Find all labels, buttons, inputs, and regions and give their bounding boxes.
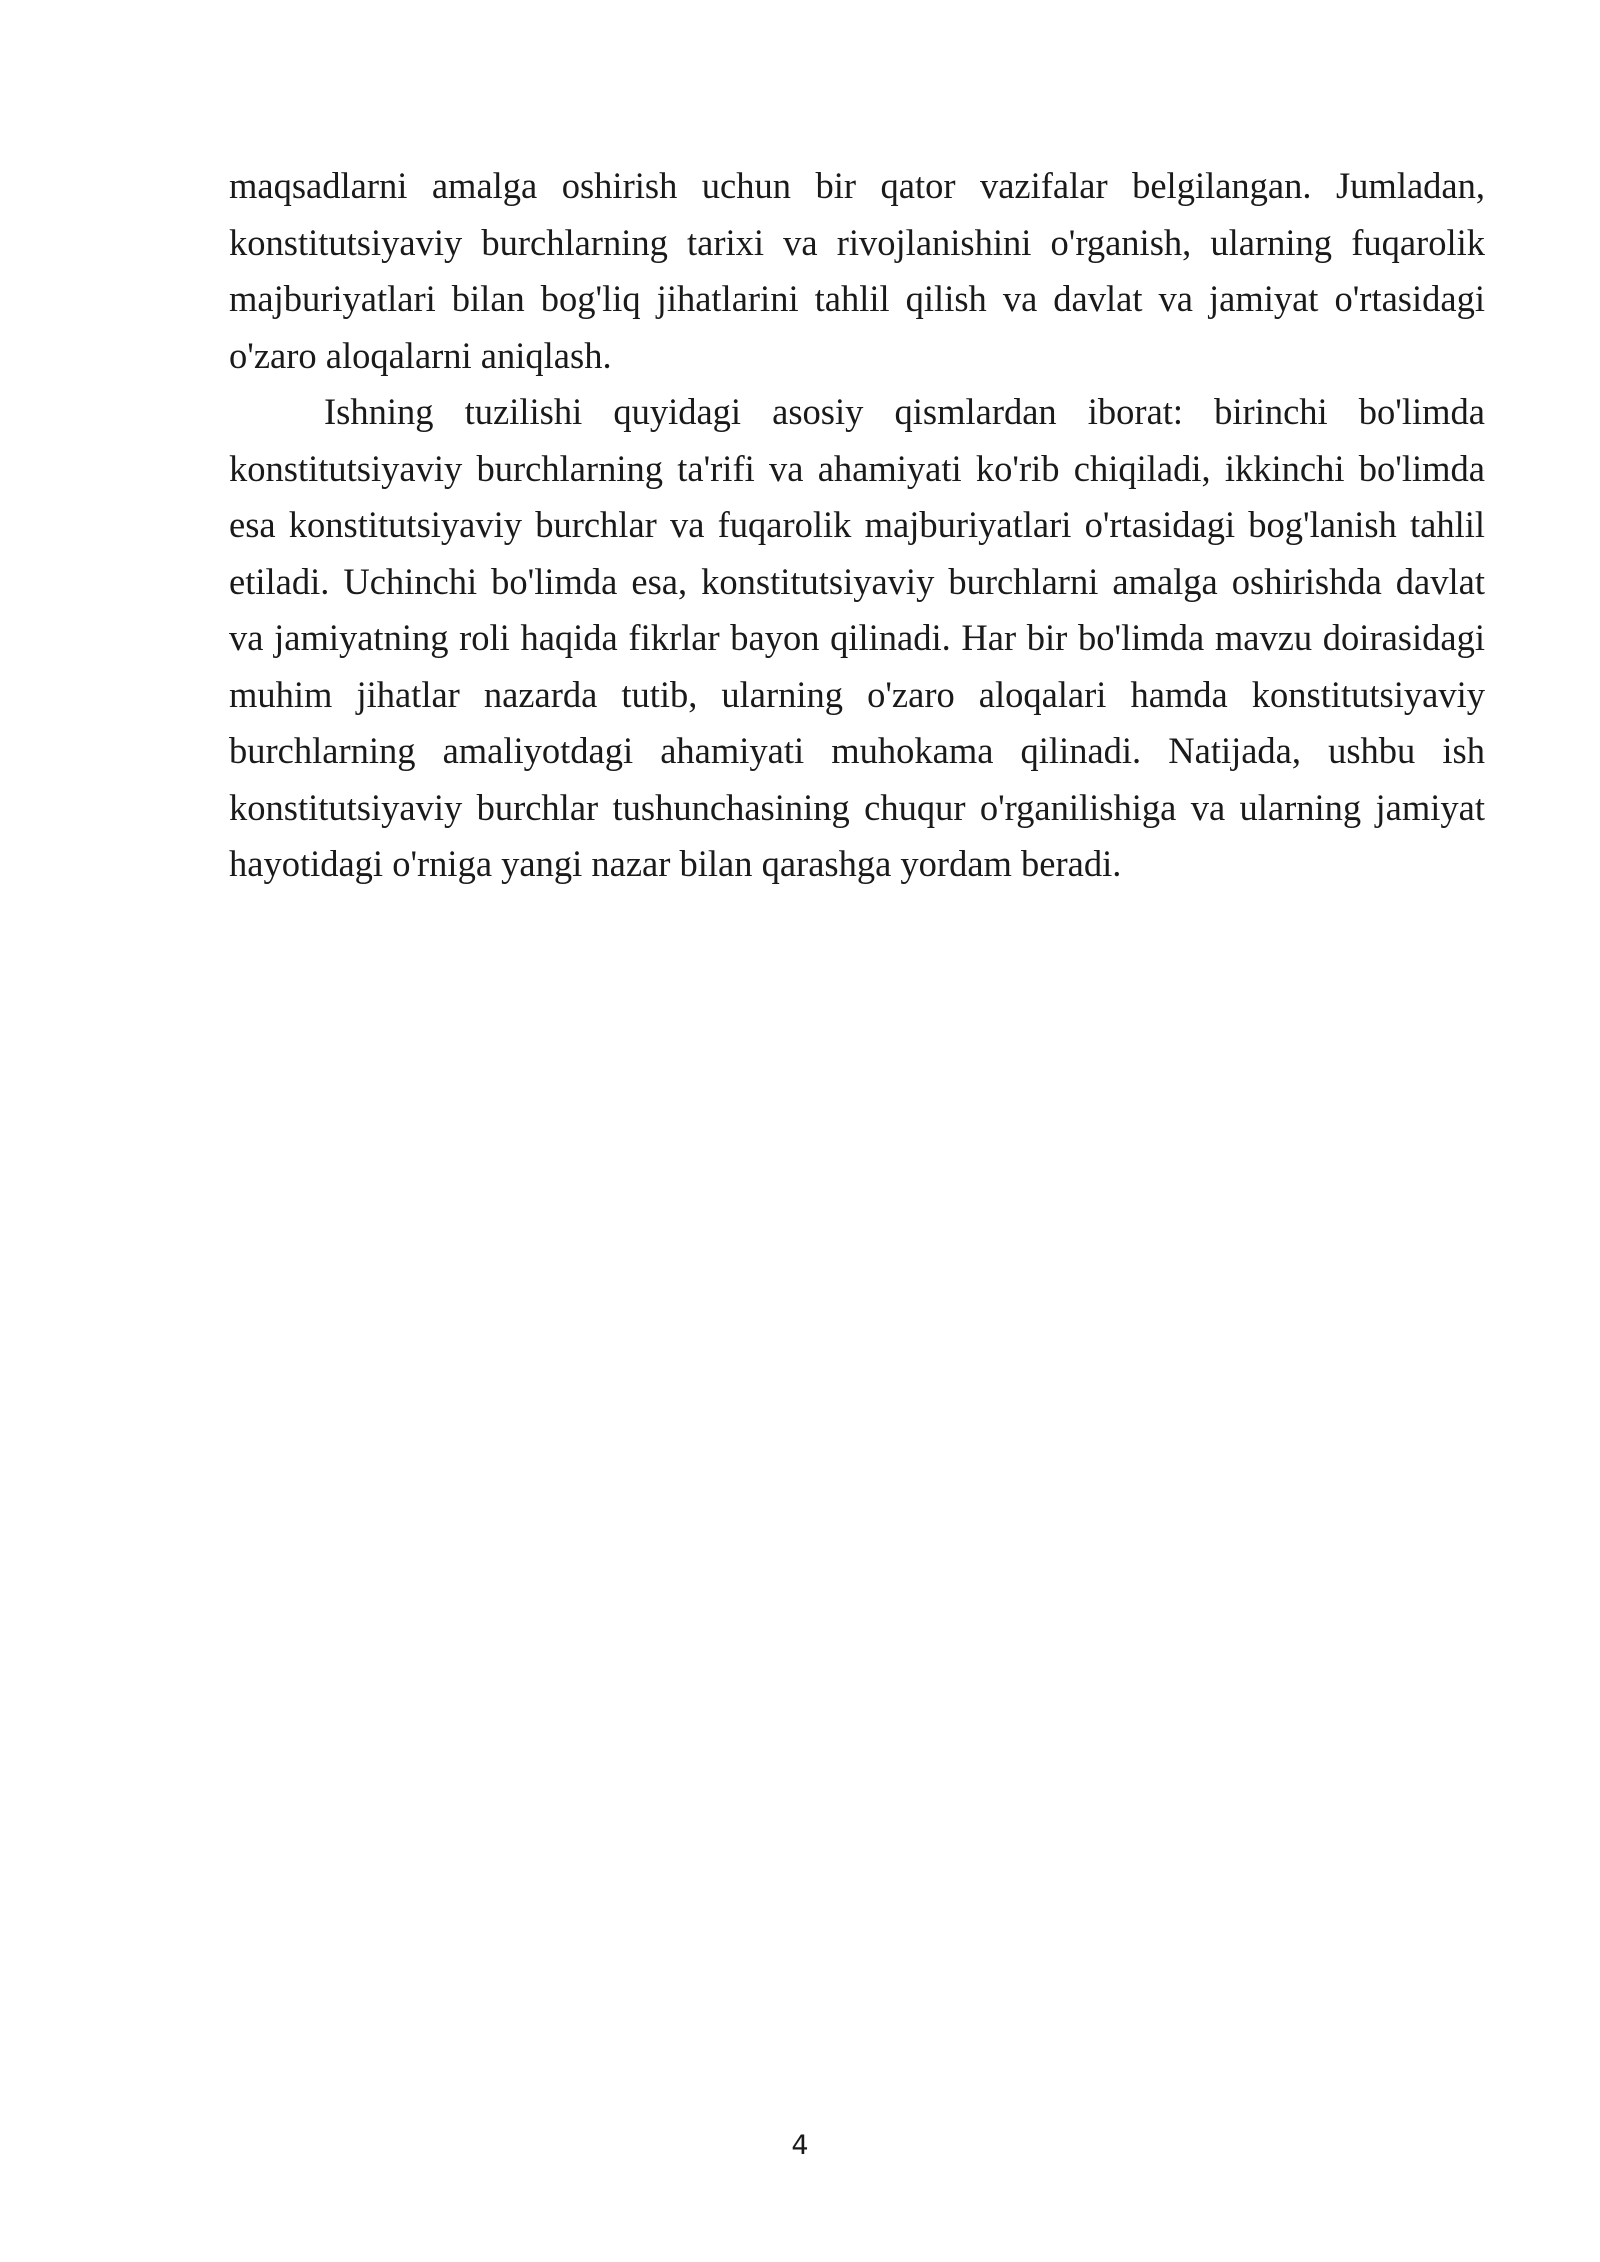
paragraph-continuation: maqsadlarni amalga oshirish uchun bir qator vazifalar belgilangan. Jumladan, konstitutsiyaviy burchlarning tarixi va rivojlanishini o'rganish, ularning fuqarolik majburiyatlari bilan bog'liq jihatlarini tahlil qilish va davlat va jamiyat o'rtasidagi o'zaro aloqalarni aniqlash. xyxy=(229,165,1485,376)
page-number: 4 xyxy=(791,2130,809,2161)
body-text xyxy=(229,158,1485,893)
paragraph-structure: Ishning tuzilishi quyidagi asosiy qismlardan iborat: birinchi bo'limda konstitutsiyaviy burchlarning ta'rifi va ahamiyati ko'rib chiqiladi, ikkinchi bo'limda esa konstitutsiyaviy burchlar va fuqarolik majburiyatlari o'rtasidagi bog'lanish tahlil etiladi. Uchinchi bo'limda esa, konstitutsiyaviy burchlarni amalga oshirishda davlat va jamiyatning roli haqida fikrlar bayon qilinadi. Har bir bo'limda mavzu doirasidagi muhim jihatlar nazarda tutib, ularning o'zaro aloqalari hamda konstitutsiyaviy burchlarning amaliyotdagi ahamiyati muhokama qilinadi. Natijada, ushbu ish konstitutsiyaviy burchlar tushunchasining chuqur o'rganilishiga va ularning jamiyat hayotidagi o'rniga yangi nazar bilan qarashga yordam beradi. xyxy=(229,391,1485,884)
